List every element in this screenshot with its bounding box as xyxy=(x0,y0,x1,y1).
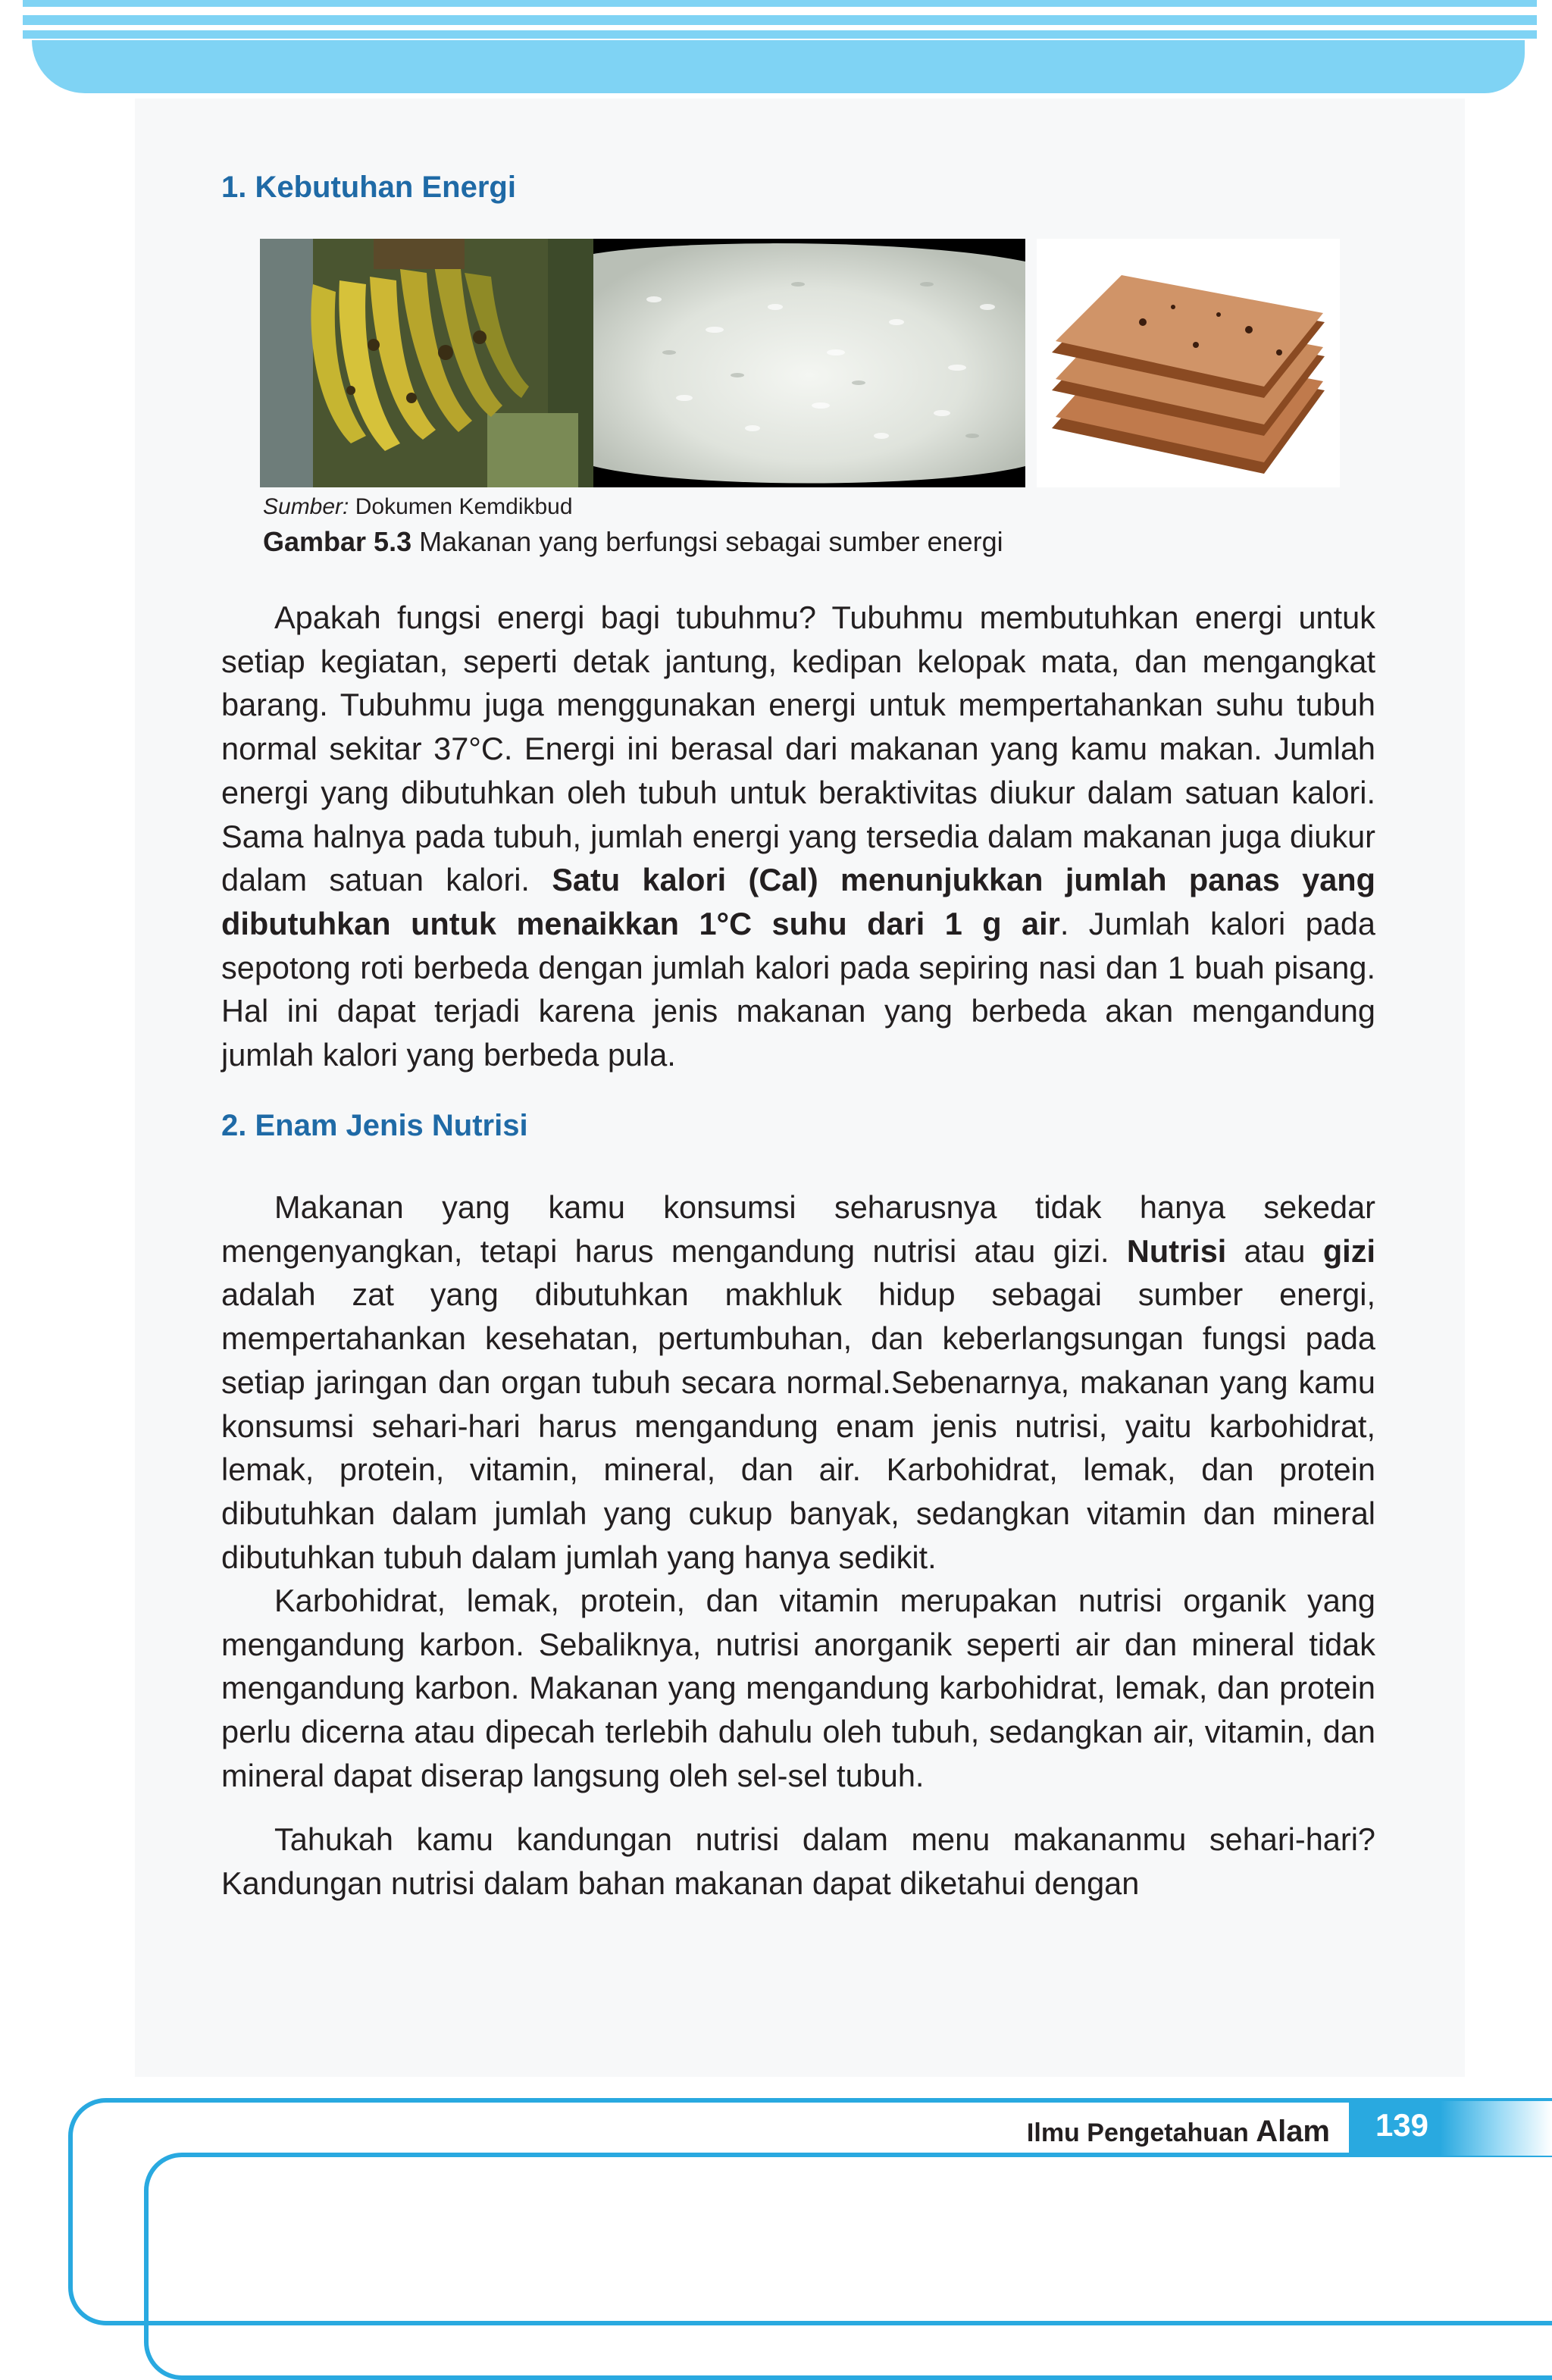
banana-illustration xyxy=(260,239,593,487)
figure-caption-text: Makanan yang berfungsi sebagai sumber energi xyxy=(411,526,1003,557)
paragraph-bold-nutrisi: Nutrisi xyxy=(1126,1232,1227,1269)
rice-illustration xyxy=(593,239,1025,487)
figure-source-text: Dokumen Kemdikbud xyxy=(349,494,573,519)
header-bar xyxy=(32,40,1525,93)
bread-illustration xyxy=(1037,239,1340,487)
section-heading-enam-jenis-nutrisi: 2. Enam Jenis Nutrisi xyxy=(221,1109,528,1142)
paragraph-text: Makanan yang kamu konsumsi seharusnya tidak hanya sekedar mengenyangkan, tetapi harus mengandung nutrisi atau gizi. xyxy=(221,1189,1375,1269)
figure-caption xyxy=(263,526,1003,558)
banana-photo xyxy=(260,239,593,487)
figure-caption-label: Gambar 5.3 xyxy=(263,526,412,557)
paragraph-bold-gizi: gizi xyxy=(1322,1232,1375,1269)
header-stripe xyxy=(23,15,1537,25)
paragraph-text: Apakah fungsi energi bagi tubuhmu? Tubuhmu membutuhkan energi untuk setiap kegiatan, seperti detak jantung, kedipan kelopak mata, dan mengangkat barang. Tubuhmu juga menggunakan energi untuk mempertahankan suhu tubuh normal sekitar 37°C. Energi ini berasal dari makanan yang kamu makan. Jumlah energi yang dibutuhkan oleh tubuh untuk beraktivitas diukur dalam satuan kalori. Sama halnya pada tubuh, jumlah energi yang tersedia dalam makanan juga diukur dalam satuan kalori. xyxy=(221,600,1375,898)
figure-source-label: Sumber: xyxy=(263,494,349,519)
page-number: 139 xyxy=(1375,2107,1429,2143)
book-title xyxy=(981,2115,1330,2149)
paragraph-bold-definition: Satu kalori (Cal) menunjukkan jumlah panas yang dibutuhkan untuk menaikkan 1°C suhu dari 1 g air xyxy=(221,862,1375,941)
paragraph-nutrisi xyxy=(221,1185,1375,1579)
paragraph-text: . Jumlah kalori pada sepotong roti berbeda dengan jumlah kalori pada sepiring nasi dan 1 buah pisang. Hal ini dapat terjadi karena jenis makanan yang berbeda akan mengandung jumlah kalori yang berbeda pula. xyxy=(221,905,1375,1073)
paragraph-kandungan xyxy=(221,1818,1375,1905)
header-stripe xyxy=(23,0,1537,7)
header-stripe xyxy=(23,30,1537,39)
paragraph-organik xyxy=(221,1579,1375,1798)
book-title-big: Alam xyxy=(1256,2115,1330,2148)
paragraph-text: Karbohidrat, lemak, protein, dan vitamin merupakan nutrisi organik yang mengandung karbon. Sebaliknya, nutrisi anorganik seperti air dan mineral tidak mengandung karbon. Makanan yang mengandung karbohidrat, lemak, dan protein perlu dicerna atau dipecah terlebih dahulu oleh tubuh, sedangkan air, vitamin, dan mineral dapat diserap langsung oleh sel-sel tubuh. xyxy=(221,1583,1375,1793)
paragraph-energi xyxy=(221,596,1375,1077)
book-title-text: Ilmu Pengetahuan xyxy=(1026,2119,1256,2147)
paragraph-text: Tahukah kamu kandungan nutrisi dalam menu makananmu sehari-hari? Kandungan nutrisi dalam bahan makanan dapat diketahui dengan xyxy=(221,1821,1375,1901)
figure-source xyxy=(263,494,573,520)
bread-photo xyxy=(1037,239,1340,487)
footer-frame-inner xyxy=(144,2153,1552,2380)
paragraph-text: atau xyxy=(1226,1232,1323,1269)
paragraph-text: adalah zat yang dibutuhkan makhluk hidup sebagai sumber energi, mempertahankan kesehatan, pertumbuhan, dan keberlangsungan fungsi pada setiap jaringan dan organ tubuh secara normal.Sebenarnya, makanan yang kamu konsumsi sehari-hari harus mengandung enam jenis nutrisi, yaitu karbohidrat, lemak, protein, vitamin, mineral, dan air. Karbohidrat, lemak, dan protein dibutuhkan dalam jumlah yang cukup banyak, sedangkan vitamin dan mineral dibutuhkan tubuh dalam jumlah yang hanya sedikit. xyxy=(221,1276,1375,1575)
rice-photo xyxy=(593,239,1025,487)
section-heading-kebutuhan-energi: 1. Kebutuhan Energi xyxy=(221,171,516,204)
